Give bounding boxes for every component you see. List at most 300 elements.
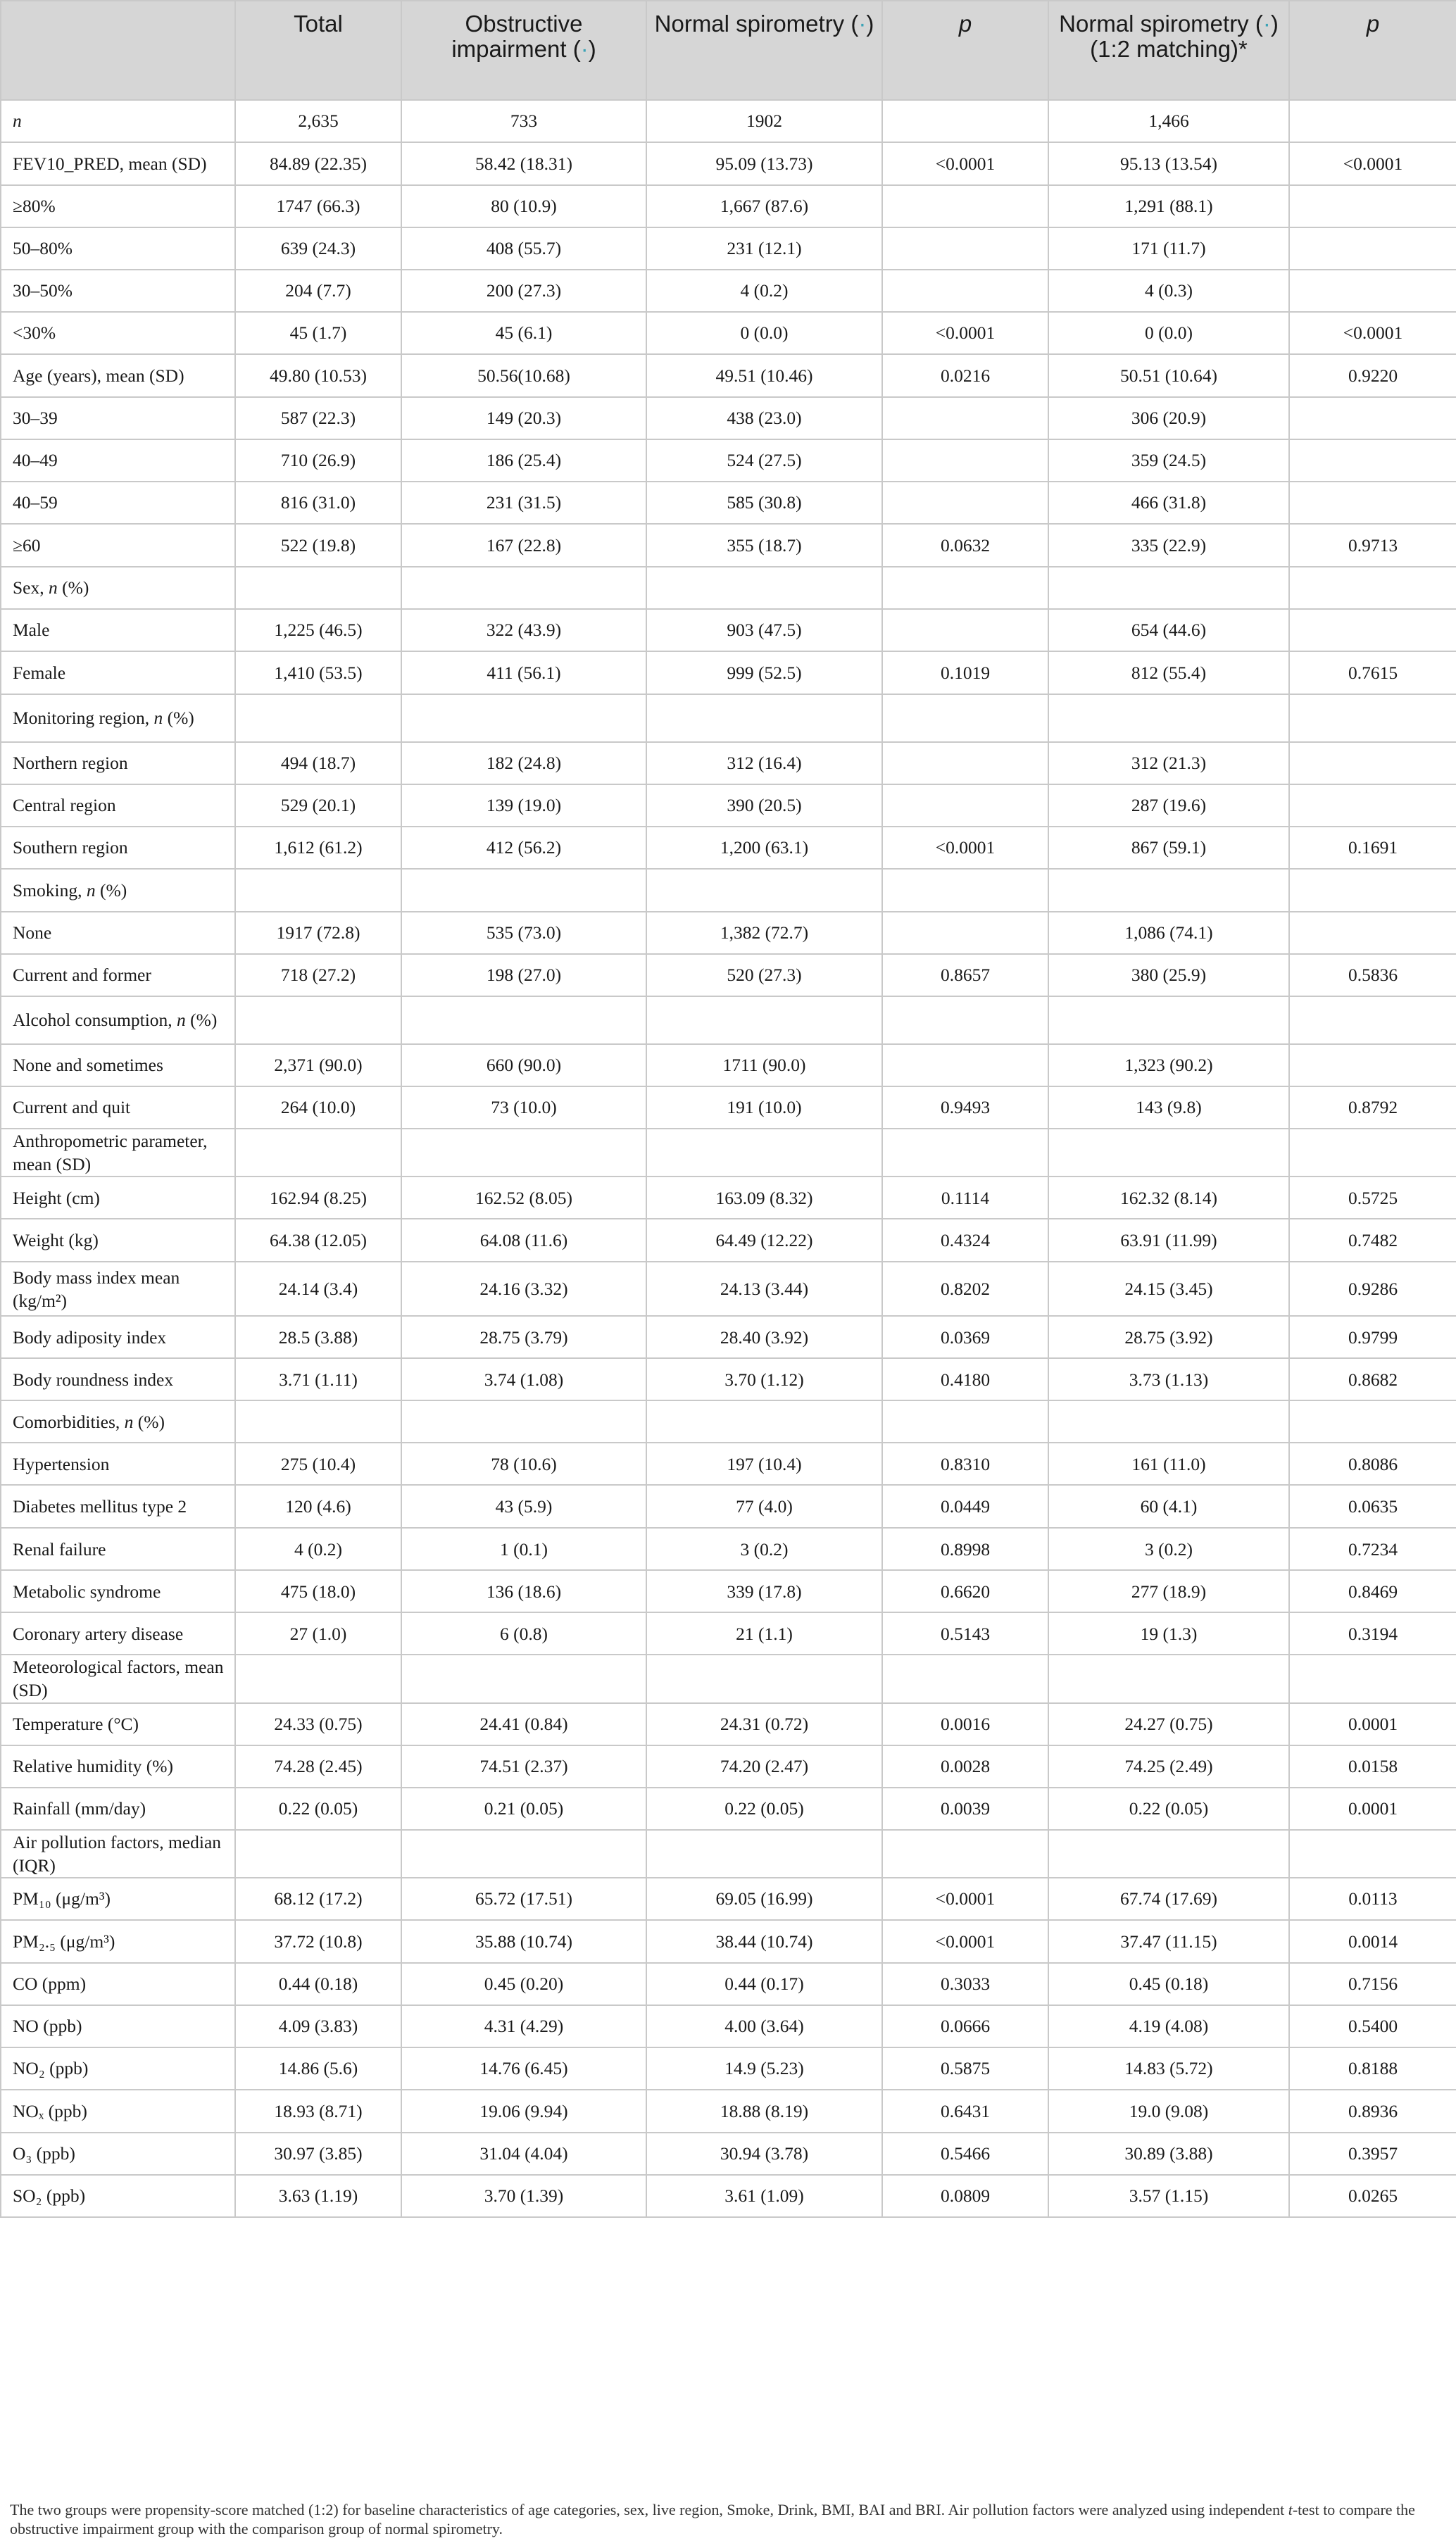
cell-total: 74.28 (2.45)	[235, 1745, 401, 1788]
table-row	[1, 482, 1456, 524]
row-label: Diabetes mellitus type 2	[1, 1485, 235, 1528]
cell-obstructive: 660 (90.0)	[401, 1044, 646, 1086]
cell-normal-matched: 60 (4.1)	[1048, 1485, 1289, 1528]
table-row	[1, 827, 1456, 869]
cell-total: 2,635	[235, 100, 401, 142]
cell-p-value	[882, 912, 1048, 954]
cell-obstructive: 58.42 (18.31)	[401, 142, 646, 185]
cell-normal-matched	[1048, 1129, 1289, 1177]
table-row	[1, 1878, 1456, 1920]
cell-p-value-matched: 0.5725	[1289, 1177, 1456, 1219]
cell-p-value	[882, 784, 1048, 827]
cell-total	[235, 1129, 401, 1177]
cell-obstructive: 167 (22.8)	[401, 524, 646, 567]
cell-total: 120 (4.6)	[235, 1485, 401, 1528]
cell-obstructive: 3.74 (1.08)	[401, 1358, 646, 1400]
cell-p-value: 0.0039	[882, 1788, 1048, 1830]
row-label: CO (ppm)	[1, 1963, 235, 2005]
cell-p-value-matched: 0.9713	[1289, 524, 1456, 567]
cell-p-value: 0.0632	[882, 524, 1048, 567]
row-label: None	[1, 912, 235, 954]
cell-p-value-matched	[1289, 482, 1456, 524]
table-row	[1, 1745, 1456, 1788]
cell-total: 1,225 (46.5)	[235, 609, 401, 651]
cell-normal: 1,200 (63.1)	[646, 827, 882, 869]
cell-normal	[646, 1830, 882, 1878]
cell-normal-matched: 37.47 (11.15)	[1048, 1920, 1289, 1963]
cell-obstructive: 198 (27.0)	[401, 954, 646, 996]
cell-normal-matched: 28.75 (3.92)	[1048, 1316, 1289, 1358]
cell-obstructive: 50.56(10.68)	[401, 354, 646, 397]
row-label: Sex, n (%)	[1, 567, 235, 609]
cell-p-value	[882, 1044, 1048, 1086]
cell-normal-matched	[1048, 1830, 1289, 1878]
row-label: O₃ (ppb)	[1, 2133, 235, 2175]
cell-total: 816 (31.0)	[235, 482, 401, 524]
cell-p-value-matched: 0.7615	[1289, 651, 1456, 694]
table-row	[1, 1177, 1456, 1219]
cell-normal: 1902	[646, 100, 882, 142]
cell-normal: 14.9 (5.23)	[646, 2047, 882, 2090]
table-row	[1, 2005, 1456, 2047]
row-label: Body adiposity index	[1, 1316, 235, 1358]
cell-obstructive: 733	[401, 100, 646, 142]
row-label: PM₁₀ (μg/m³)	[1, 1878, 235, 1920]
table-row	[1, 2175, 1456, 2217]
cell-obstructive: 24.41 (0.84)	[401, 1703, 646, 1745]
cell-p-value: 0.3033	[882, 1963, 1048, 2005]
cell-p-value	[882, 397, 1048, 439]
header-p-value-matched: p	[1289, 1, 1456, 100]
cell-normal-matched: 380 (25.9)	[1048, 954, 1289, 996]
cell-total: 529 (20.1)	[235, 784, 401, 827]
cell-normal: 231 (12.1)	[646, 227, 882, 270]
cell-p-value-matched: 0.3957	[1289, 2133, 1456, 2175]
cell-normal-matched: 867 (59.1)	[1048, 827, 1289, 869]
cell-normal-matched: 287 (19.6)	[1048, 784, 1289, 827]
cell-p-value: <0.0001	[882, 312, 1048, 354]
cell-p-value: 0.8310	[882, 1443, 1048, 1485]
table-row	[1, 439, 1456, 482]
cell-obstructive: 19.06 (9.94)	[401, 2090, 646, 2133]
cell-p-value-matched: <0.0001	[1289, 312, 1456, 354]
cell-obstructive: 28.75 (3.79)	[401, 1316, 646, 1358]
cell-normal: 312 (16.4)	[646, 742, 882, 784]
cell-p-value: <0.0001	[882, 827, 1048, 869]
cell-normal: 197 (10.4)	[646, 1443, 882, 1485]
table-row	[1, 1129, 1456, 1177]
cell-obstructive: 136 (18.6)	[401, 1570, 646, 1612]
cell-p-value: 0.1114	[882, 1177, 1048, 1219]
cell-total: 162.94 (8.25)	[235, 1177, 401, 1219]
row-label: SO₂ (ppb)	[1, 2175, 235, 2217]
cell-obstructive	[401, 1400, 646, 1443]
cell-normal: 21 (1.1)	[646, 1612, 882, 1655]
row-label: Current and quit	[1, 1086, 235, 1129]
cell-normal: 191 (10.0)	[646, 1086, 882, 1129]
cell-obstructive: 43 (5.9)	[401, 1485, 646, 1528]
row-label: Coronary artery disease	[1, 1612, 235, 1655]
cell-normal-matched: 162.32 (8.14)	[1048, 1177, 1289, 1219]
table-row	[1, 397, 1456, 439]
row-label: NO₂ (ppb)	[1, 2047, 235, 2090]
cell-obstructive	[401, 1655, 646, 1702]
cell-p-value: 0.8657	[882, 954, 1048, 996]
cell-normal: 77 (4.0)	[646, 1485, 882, 1528]
cell-p-value-matched: 0.3194	[1289, 1612, 1456, 1655]
cell-total: 64.38 (12.05)	[235, 1219, 401, 1262]
cell-normal-matched: 1,323 (90.2)	[1048, 1044, 1289, 1086]
cell-obstructive: 64.08 (11.6)	[401, 1219, 646, 1262]
reference-marker[interactable]: ·	[1262, 11, 1271, 37]
cell-p-value: 0.5466	[882, 2133, 1048, 2175]
cell-normal-matched: 312 (21.3)	[1048, 742, 1289, 784]
cell-normal	[646, 567, 882, 609]
row-label: Temperature (°C)	[1, 1703, 235, 1745]
cell-normal: 38.44 (10.74)	[646, 1920, 882, 1963]
cell-p-value-matched	[1289, 100, 1456, 142]
table-row	[1, 912, 1456, 954]
cell-normal: 163.09 (8.32)	[646, 1177, 882, 1219]
cell-p-value-matched	[1289, 397, 1456, 439]
header-normal: Normal spirometry (·)	[646, 1, 882, 100]
cell-normal	[646, 996, 882, 1044]
table-row	[1, 609, 1456, 651]
cell-p-value-matched	[1289, 1655, 1456, 1702]
row-label: 30–50%	[1, 270, 235, 312]
cell-obstructive: 322 (43.9)	[401, 609, 646, 651]
row-label: Body mass index mean (kg/m²)	[1, 1262, 235, 1316]
cell-total	[235, 567, 401, 609]
cell-normal: 3.70 (1.12)	[646, 1358, 882, 1400]
cell-p-value	[882, 1830, 1048, 1878]
cell-normal: 438 (23.0)	[646, 397, 882, 439]
cell-p-value-matched	[1289, 694, 1456, 742]
cell-p-value	[882, 609, 1048, 651]
cell-normal: 1,382 (72.7)	[646, 912, 882, 954]
cell-p-value-matched: 0.9220	[1289, 354, 1456, 397]
row-label: FEV10_PRED, mean (SD)	[1, 142, 235, 185]
cell-normal: 18.88 (8.19)	[646, 2090, 882, 2133]
cell-normal-matched: 1,291 (88.1)	[1048, 185, 1289, 227]
row-label: <30%	[1, 312, 235, 354]
row-label: Female	[1, 651, 235, 694]
row-label: 30–39	[1, 397, 235, 439]
cell-total: 2,371 (90.0)	[235, 1044, 401, 1086]
cell-normal: 0.22 (0.05)	[646, 1788, 882, 1830]
cell-p-value-matched	[1289, 869, 1456, 912]
row-label: Anthropometric parameter, mean (SD)	[1, 1129, 235, 1177]
cell-normal: 1711 (90.0)	[646, 1044, 882, 1086]
cell-normal: 24.13 (3.44)	[646, 1262, 882, 1316]
cell-normal: 520 (27.3)	[646, 954, 882, 996]
table-row	[1, 1358, 1456, 1400]
cell-p-value: 0.1019	[882, 651, 1048, 694]
cell-normal	[646, 869, 882, 912]
cell-p-value: 0.0809	[882, 2175, 1048, 2217]
cell-normal-matched: 50.51 (10.64)	[1048, 354, 1289, 397]
cell-p-value-matched: 0.7482	[1289, 1219, 1456, 1262]
cell-p-value-matched: 0.0635	[1289, 1485, 1456, 1528]
cell-total: 30.97 (3.85)	[235, 2133, 401, 2175]
row-label: PM₂.₅ (μg/m³)	[1, 1920, 235, 1963]
cell-total: 587 (22.3)	[235, 397, 401, 439]
cell-obstructive: 74.51 (2.37)	[401, 1745, 646, 1788]
cell-total	[235, 694, 401, 742]
cell-obstructive: 31.04 (4.04)	[401, 2133, 646, 2175]
cell-p-value-matched: 0.0001	[1289, 1788, 1456, 1830]
cell-obstructive: 182 (24.8)	[401, 742, 646, 784]
cell-normal-matched: 24.27 (0.75)	[1048, 1703, 1289, 1745]
row-label: Southern region	[1, 827, 235, 869]
table-row	[1, 1262, 1456, 1316]
cell-normal-matched: 466 (31.8)	[1048, 482, 1289, 524]
cell-normal-matched: 654 (44.6)	[1048, 609, 1289, 651]
cell-p-value-matched: 0.8469	[1289, 1570, 1456, 1612]
cell-normal: 355 (18.7)	[646, 524, 882, 567]
table-row	[1, 2090, 1456, 2133]
cell-p-value: 0.5143	[882, 1612, 1048, 1655]
reference-marker[interactable]: ·	[858, 11, 867, 37]
cell-normal-matched: 0.45 (0.18)	[1048, 1963, 1289, 2005]
table-body	[1, 100, 1456, 2217]
cell-obstructive: 0.45 (0.20)	[401, 1963, 646, 2005]
row-label: Central region	[1, 784, 235, 827]
cell-total: 27 (1.0)	[235, 1612, 401, 1655]
cell-normal: 0 (0.0)	[646, 312, 882, 354]
cell-p-value	[882, 227, 1048, 270]
row-label: 50–80%	[1, 227, 235, 270]
cell-total: 14.86 (5.6)	[235, 2047, 401, 2090]
cell-p-value: 0.6431	[882, 2090, 1048, 2133]
cell-total	[235, 1655, 401, 1702]
cell-p-value-matched: 0.7234	[1289, 1528, 1456, 1570]
cell-total: 18.93 (8.71)	[235, 2090, 401, 2133]
row-label: Air pollution factors, median (IQR)	[1, 1830, 235, 1878]
cell-p-value-matched: 0.0001	[1289, 1703, 1456, 1745]
cell-p-value: 0.0216	[882, 354, 1048, 397]
cell-normal-matched: 0.22 (0.05)	[1048, 1788, 1289, 1830]
cell-normal-matched: 812 (55.4)	[1048, 651, 1289, 694]
cell-normal: 74.20 (2.47)	[646, 1745, 882, 1788]
cell-normal	[646, 1129, 882, 1177]
cell-total: 3.71 (1.11)	[235, 1358, 401, 1400]
cell-obstructive	[401, 694, 646, 742]
cell-normal-matched: 1,086 (74.1)	[1048, 912, 1289, 954]
cell-normal: 64.49 (12.22)	[646, 1219, 882, 1262]
cell-p-value: 0.0369	[882, 1316, 1048, 1358]
cell-normal: 1,667 (87.6)	[646, 185, 882, 227]
header-label	[1, 1, 235, 100]
cell-obstructive: 411 (56.1)	[401, 651, 646, 694]
row-label: Renal failure	[1, 1528, 235, 1570]
cell-normal: 95.09 (13.73)	[646, 142, 882, 185]
table-row	[1, 1570, 1456, 1612]
cell-p-value-matched	[1289, 912, 1456, 954]
cell-normal-matched: 95.13 (13.54)	[1048, 142, 1289, 185]
cell-p-value: 0.6620	[882, 1570, 1048, 1612]
cell-obstructive: 3.70 (1.39)	[401, 2175, 646, 2217]
table-row	[1, 1316, 1456, 1358]
row-label: Male	[1, 609, 235, 651]
table-row	[1, 354, 1456, 397]
cell-p-value	[882, 439, 1048, 482]
cell-total: 1,410 (53.5)	[235, 651, 401, 694]
cell-normal-matched: 143 (9.8)	[1048, 1086, 1289, 1129]
cell-total: 28.5 (3.88)	[235, 1316, 401, 1358]
cell-total	[235, 1400, 401, 1443]
cell-p-value-matched	[1289, 1129, 1456, 1177]
cell-normal-matched	[1048, 869, 1289, 912]
table-row	[1, 742, 1456, 784]
table-row	[1, 694, 1456, 742]
cell-normal-matched: 3.57 (1.15)	[1048, 2175, 1289, 2217]
cell-normal: 339 (17.8)	[646, 1570, 882, 1612]
cell-obstructive: 80 (10.9)	[401, 185, 646, 227]
header-normal-matched: Normal spirometry (·) (1:2 matching)*	[1048, 1, 1289, 100]
cell-p-value-matched	[1289, 439, 1456, 482]
row-label: Rainfall (mm/day)	[1, 1788, 235, 1830]
cell-p-value	[882, 1655, 1048, 1702]
cell-normal-matched: 19 (1.3)	[1048, 1612, 1289, 1655]
cell-total: 68.12 (17.2)	[235, 1878, 401, 1920]
row-label: Weight (kg)	[1, 1219, 235, 1262]
cell-normal	[646, 694, 882, 742]
cell-normal-matched: 4.19 (4.08)	[1048, 2005, 1289, 2047]
cell-normal: 0.44 (0.17)	[646, 1963, 882, 2005]
table-row	[1, 1485, 1456, 1528]
row-label: Hypertension	[1, 1443, 235, 1485]
cell-p-value	[882, 185, 1048, 227]
cell-total: 264 (10.0)	[235, 1086, 401, 1129]
cell-p-value: 0.0449	[882, 1485, 1048, 1528]
cell-total: 1747 (66.3)	[235, 185, 401, 227]
table-footnote: The two groups were propensity-score matched (1:2) for baseline characteristics of age categories, sex, live region, Smoke, Drink, BMI, BAI and BRI. Air pollution factors were analyzed using independent t-test to compare the obstructive impairment group with the comparison group of normal spirometry.	[10, 2501, 1415, 2537]
cell-normal: 69.05 (16.99)	[646, 1878, 882, 1920]
cell-p-value: 0.8202	[882, 1262, 1048, 1316]
cell-total: 37.72 (10.8)	[235, 1920, 401, 1963]
table-row	[1, 1612, 1456, 1655]
cell-p-value: 0.8998	[882, 1528, 1048, 1570]
cell-p-value-matched	[1289, 784, 1456, 827]
cell-obstructive: 139 (19.0)	[401, 784, 646, 827]
cell-p-value-matched	[1289, 270, 1456, 312]
cell-normal-matched: 3.73 (1.13)	[1048, 1358, 1289, 1400]
cell-total: 475 (18.0)	[235, 1570, 401, 1612]
table-row	[1, 270, 1456, 312]
cell-p-value: 0.4324	[882, 1219, 1048, 1262]
cell-p-value-matched	[1289, 227, 1456, 270]
row-label: ≥60	[1, 524, 235, 567]
cell-total	[235, 996, 401, 1044]
cell-normal-matched: 1,466	[1048, 100, 1289, 142]
cell-total: 4 (0.2)	[235, 1528, 401, 1570]
cell-obstructive	[401, 869, 646, 912]
row-label: 40–59	[1, 482, 235, 524]
cell-p-value-matched: 0.0113	[1289, 1878, 1456, 1920]
header-p-value: p	[882, 1, 1048, 100]
table-row	[1, 1443, 1456, 1485]
reference-marker[interactable]: ·	[580, 35, 589, 62]
cell-p-value-matched: 0.0265	[1289, 2175, 1456, 2217]
cell-p-value	[882, 1400, 1048, 1443]
cell-normal-matched: 30.89 (3.88)	[1048, 2133, 1289, 2175]
cell-p-value-matched: 0.5400	[1289, 2005, 1456, 2047]
table-row	[1, 142, 1456, 185]
cell-normal-matched	[1048, 694, 1289, 742]
cell-p-value: 0.0666	[882, 2005, 1048, 2047]
cell-normal-matched: 4 (0.3)	[1048, 270, 1289, 312]
table-row	[1, 524, 1456, 567]
cell-normal-matched: 161 (11.0)	[1048, 1443, 1289, 1485]
cell-obstructive: 35.88 (10.74)	[401, 1920, 646, 1963]
cell-normal-matched	[1048, 567, 1289, 609]
cell-total: 494 (18.7)	[235, 742, 401, 784]
cell-normal: 3 (0.2)	[646, 1528, 882, 1570]
cell-p-value-matched: 0.1691	[1289, 827, 1456, 869]
cell-total: 718 (27.2)	[235, 954, 401, 996]
table-row	[1, 185, 1456, 227]
row-label: NOₓ (ppb)	[1, 2090, 235, 2133]
table-row	[1, 1788, 1456, 1830]
cell-p-value	[882, 482, 1048, 524]
cell-total: 522 (19.8)	[235, 524, 401, 567]
cell-normal-matched: 0 (0.0)	[1048, 312, 1289, 354]
cell-total: 710 (26.9)	[235, 439, 401, 482]
cell-p-value-matched	[1289, 567, 1456, 609]
row-label: ≥80%	[1, 185, 235, 227]
cell-obstructive	[401, 996, 646, 1044]
cell-obstructive: 65.72 (17.51)	[401, 1878, 646, 1920]
cell-p-value-matched: 0.8086	[1289, 1443, 1456, 1485]
cell-p-value: 0.5875	[882, 2047, 1048, 2090]
row-label: Monitoring region, n (%)	[1, 694, 235, 742]
table-row	[1, 651, 1456, 694]
cell-total: 639 (24.3)	[235, 227, 401, 270]
table-row	[1, 1219, 1456, 1262]
cell-p-value	[882, 694, 1048, 742]
cell-p-value: 0.0028	[882, 1745, 1048, 1788]
cell-p-value-matched	[1289, 996, 1456, 1044]
row-label: Metabolic syndrome	[1, 1570, 235, 1612]
cell-normal: 24.31 (0.72)	[646, 1703, 882, 1745]
table-row	[1, 2047, 1456, 2090]
cell-normal: 390 (20.5)	[646, 784, 882, 827]
row-label: Meteorological factors, mean (SD)	[1, 1655, 235, 1702]
cell-p-value-matched: 0.9286	[1289, 1262, 1456, 1316]
cell-obstructive	[401, 1830, 646, 1878]
cell-p-value-matched: 0.8188	[1289, 2047, 1456, 2090]
row-label: n	[1, 100, 235, 142]
cell-p-value-matched: 0.5836	[1289, 954, 1456, 996]
cell-normal-matched	[1048, 1655, 1289, 1702]
cell-total: 84.89 (22.35)	[235, 142, 401, 185]
table-row	[1, 1655, 1456, 1702]
cell-total: 204 (7.7)	[235, 270, 401, 312]
table-row	[1, 869, 1456, 912]
cell-p-value-matched	[1289, 1830, 1456, 1878]
cell-obstructive: 14.76 (6.45)	[401, 2047, 646, 2090]
cell-p-value: 0.9493	[882, 1086, 1048, 1129]
cell-normal-matched: 171 (11.7)	[1048, 227, 1289, 270]
cell-obstructive: 0.21 (0.05)	[401, 1788, 646, 1830]
cell-p-value-matched: 0.8682	[1289, 1358, 1456, 1400]
row-label: Smoking, n (%)	[1, 869, 235, 912]
cell-p-value-matched	[1289, 742, 1456, 784]
cell-obstructive: 1 (0.1)	[401, 1528, 646, 1570]
cell-normal: 30.94 (3.78)	[646, 2133, 882, 2175]
cell-obstructive: 4.31 (4.29)	[401, 2005, 646, 2047]
